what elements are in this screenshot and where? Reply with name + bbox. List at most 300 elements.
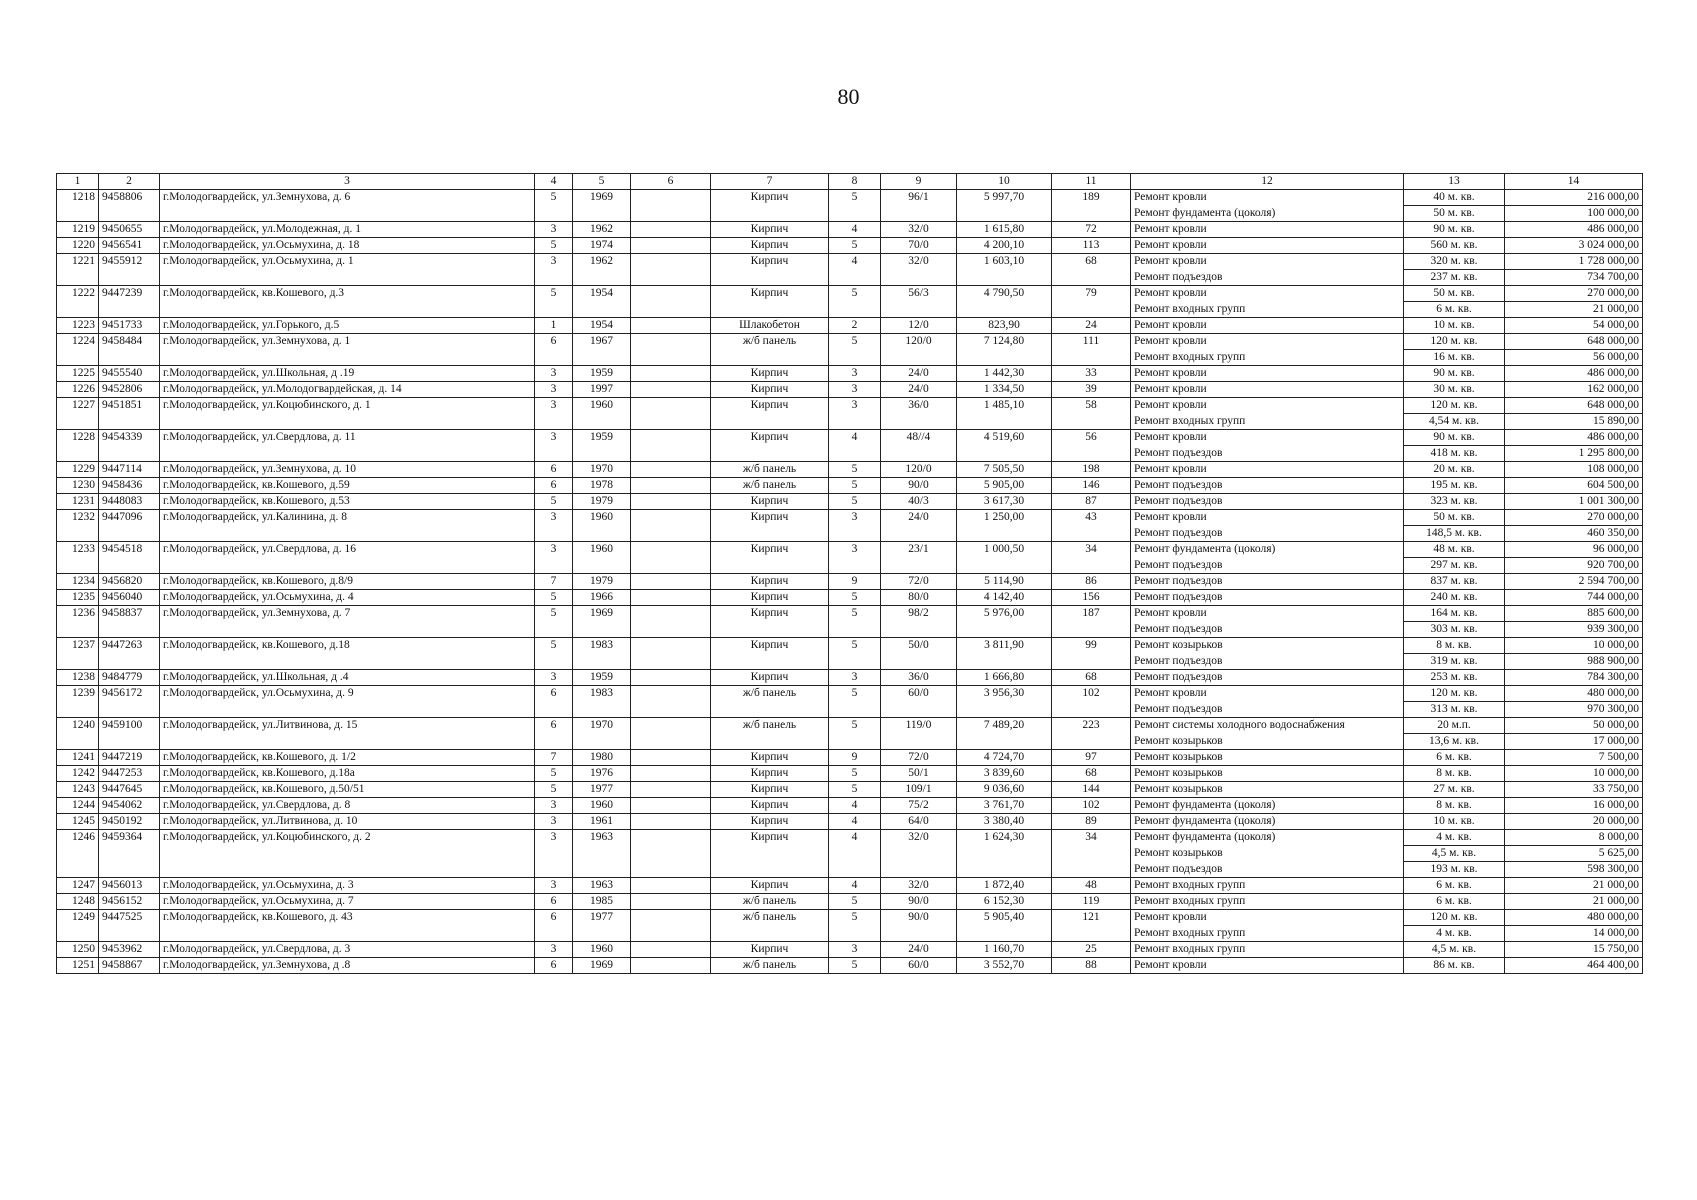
column-11: 113 (1052, 238, 1131, 254)
floors-count: 3 (535, 814, 573, 830)
wall-material: Кирпич (711, 238, 829, 254)
column-9: 90/0 (881, 894, 957, 910)
table-row (57, 462, 1643, 478)
building-address: г.Молодогвардейск, ул.Горького, д.5 (160, 318, 535, 334)
building-address: г.Молодогвардейск, ул.Земнухова, д. 7 (160, 606, 535, 638)
column-6 (631, 494, 711, 510)
column-9: 36/0 (881, 670, 957, 686)
total-area: 823,90 (957, 318, 1052, 334)
build-year: 1970 (573, 462, 631, 478)
building-address: г.Молодогвардейск, ул.Свердлова, д. 3 (160, 942, 535, 958)
work-cost: 162 000,00 (1505, 382, 1643, 398)
work-cost: 604 500,00 (1505, 478, 1643, 494)
column-11: 198 (1052, 462, 1131, 478)
work-cost: 8 000,00 (1505, 830, 1643, 846)
column-11: 34 (1052, 542, 1131, 574)
row-number: 1240 (57, 718, 99, 750)
table-row (57, 510, 1643, 526)
building-code: 9454339 (99, 430, 160, 462)
work-cost: 464 400,00 (1505, 958, 1643, 974)
column-9: 109/1 (881, 782, 957, 798)
total-area: 1 160,70 (957, 942, 1052, 958)
build-year: 1976 (573, 766, 631, 782)
row-number: 1245 (57, 814, 99, 830)
work-cost: 21 000,00 (1505, 894, 1643, 910)
work-cost: 16 000,00 (1505, 798, 1643, 814)
floors-count: 5 (535, 782, 573, 798)
total-area: 5 997,70 (957, 190, 1052, 222)
building-address: г.Молодогвардейск, ул.Литвинова, д. 15 (160, 718, 535, 750)
column-8: 3 (829, 670, 881, 686)
work-volume: 148,5 м. кв. (1404, 526, 1505, 542)
work-volume: 90 м. кв. (1404, 366, 1505, 382)
column-8: 5 (829, 718, 881, 750)
column-6 (631, 686, 711, 718)
work-name: Ремонт козырьков (1131, 734, 1404, 750)
work-volume: 120 м. кв. (1404, 334, 1505, 350)
work-cost: 54 000,00 (1505, 318, 1643, 334)
column-11: 88 (1052, 958, 1131, 974)
wall-material: Кирпич (711, 942, 829, 958)
column-6 (631, 398, 711, 430)
column-8: 3 (829, 366, 881, 382)
col-header: 6 (631, 174, 711, 190)
building-address: г.Молодогвардейск, ул.Свердлова, д. 11 (160, 430, 535, 462)
wall-material: Кирпич (711, 574, 829, 590)
column-6 (631, 542, 711, 574)
floors-count: 6 (535, 686, 573, 718)
building-address: г.Молодогвардейск, ул.Школьная, д .19 (160, 366, 535, 382)
work-cost: 734 700,00 (1505, 270, 1643, 286)
build-year: 1962 (573, 222, 631, 238)
building-code: 9458867 (99, 958, 160, 974)
table-row (57, 670, 1643, 686)
col-header: 8 (829, 174, 881, 190)
work-volume: 10 м. кв. (1404, 318, 1505, 334)
column-8: 5 (829, 606, 881, 638)
work-volume: 8 м. кв. (1404, 766, 1505, 782)
work-cost: 598 300,00 (1505, 862, 1643, 878)
wall-material: Кирпич (711, 606, 829, 638)
column-11: 102 (1052, 798, 1131, 814)
wall-material: Кирпич (711, 878, 829, 894)
building-code: 9458484 (99, 334, 160, 366)
table-row (57, 398, 1643, 414)
table-row (57, 798, 1643, 814)
build-year: 1969 (573, 190, 631, 222)
build-year: 1969 (573, 606, 631, 638)
work-name: Ремонт козырьков (1131, 638, 1404, 654)
building-code: 9447114 (99, 462, 160, 478)
build-year: 1979 (573, 494, 631, 510)
col-header: 9 (881, 174, 957, 190)
column-11: 156 (1052, 590, 1131, 606)
build-year: 1977 (573, 782, 631, 798)
floors-count: 5 (535, 766, 573, 782)
building-address: г.Молодогвардейск, кв.Кошевого, д. 1/2 (160, 750, 535, 766)
work-name: Ремонт фундамента (цоколя) (1131, 830, 1404, 846)
row-number: 1242 (57, 766, 99, 782)
column-8: 9 (829, 574, 881, 590)
total-area: 5 976,00 (957, 606, 1052, 638)
total-area: 3 811,90 (957, 638, 1052, 670)
wall-material: ж/б панель (711, 478, 829, 494)
building-code: 9455540 (99, 366, 160, 382)
floors-count: 6 (535, 478, 573, 494)
total-area: 3 552,70 (957, 958, 1052, 974)
row-number: 1248 (57, 894, 99, 910)
total-area: 1 000,50 (957, 542, 1052, 574)
row-number: 1244 (57, 798, 99, 814)
build-year: 1963 (573, 830, 631, 878)
table-row (57, 606, 1643, 622)
wall-material: Кирпич (711, 638, 829, 670)
work-name: Ремонт подъездов (1131, 494, 1404, 510)
work-cost: 14 000,00 (1505, 926, 1643, 942)
work-cost: 216 000,00 (1505, 190, 1643, 206)
total-area: 5 114,90 (957, 574, 1052, 590)
work-volume: 50 м. кв. (1404, 510, 1505, 526)
work-cost: 480 000,00 (1505, 910, 1643, 926)
column-9: 90/0 (881, 478, 957, 494)
building-code: 9453962 (99, 942, 160, 958)
work-cost: 486 000,00 (1505, 366, 1643, 382)
work-name: Ремонт фундамента (цоколя) (1131, 542, 1404, 558)
column-11: 144 (1052, 782, 1131, 798)
column-8: 4 (829, 814, 881, 830)
building-code: 9456172 (99, 686, 160, 718)
work-volume: 193 м. кв. (1404, 862, 1505, 878)
work-name: Ремонт подъездов (1131, 862, 1404, 878)
work-cost: 1 728 000,00 (1505, 254, 1643, 270)
column-9: 96/1 (881, 190, 957, 222)
work-name: Ремонт козырьков (1131, 782, 1404, 798)
work-cost: 988 900,00 (1505, 654, 1643, 670)
work-name: Ремонт козырьков (1131, 846, 1404, 862)
work-cost: 970 300,00 (1505, 702, 1643, 718)
column-11: 189 (1052, 190, 1131, 222)
column-9: 32/0 (881, 830, 957, 878)
work-name: Ремонт подъездов (1131, 590, 1404, 606)
work-volume: 50 м. кв. (1404, 286, 1505, 302)
table-row (57, 750, 1643, 766)
table-row (57, 830, 1643, 846)
wall-material: ж/б панель (711, 718, 829, 750)
row-number: 1224 (57, 334, 99, 366)
column-6 (631, 462, 711, 478)
table-row (57, 430, 1643, 446)
building-code: 9458837 (99, 606, 160, 638)
building-address: г.Молодогвардейск, ул.Осьмухина, д. 18 (160, 238, 535, 254)
row-number: 1226 (57, 382, 99, 398)
column-9: 80/0 (881, 590, 957, 606)
work-volume: 30 м. кв. (1404, 382, 1505, 398)
work-volume: 4,5 м. кв. (1404, 846, 1505, 862)
column-9: 24/0 (881, 942, 957, 958)
work-volume: 120 м. кв. (1404, 686, 1505, 702)
work-name: Ремонт подъездов (1131, 702, 1404, 718)
row-number: 1221 (57, 254, 99, 286)
total-area: 3 761,70 (957, 798, 1052, 814)
wall-material: ж/б панель (711, 910, 829, 942)
work-volume: 297 м. кв. (1404, 558, 1505, 574)
build-year: 1974 (573, 238, 631, 254)
column-11: 58 (1052, 398, 1131, 430)
floors-count: 3 (535, 510, 573, 542)
building-address: г.Молодогвардейск, кв.Кошевого, д. 43 (160, 910, 535, 942)
work-volume: 90 м. кв. (1404, 222, 1505, 238)
column-6 (631, 222, 711, 238)
total-area: 3 380,40 (957, 814, 1052, 830)
column-9: 98/2 (881, 606, 957, 638)
building-address: г.Молодогвардейск, кв.Кошевого, д.3 (160, 286, 535, 318)
work-cost: 108 000,00 (1505, 462, 1643, 478)
total-area: 4 790,50 (957, 286, 1052, 318)
column-11: 146 (1052, 478, 1131, 494)
total-area: 1 624,30 (957, 830, 1052, 878)
row-number: 1246 (57, 830, 99, 878)
wall-material: Кирпич (711, 542, 829, 574)
column-9: 36/0 (881, 398, 957, 430)
work-cost: 7 500,00 (1505, 750, 1643, 766)
column-8: 5 (829, 910, 881, 942)
column-11: 34 (1052, 830, 1131, 878)
row-number: 1229 (57, 462, 99, 478)
building-code: 9458806 (99, 190, 160, 222)
floors-count: 6 (535, 894, 573, 910)
wall-material: Кирпич (711, 254, 829, 286)
work-cost: 270 000,00 (1505, 510, 1643, 526)
work-cost: 17 000,00 (1505, 734, 1643, 750)
column-9: 23/1 (881, 542, 957, 574)
column-8: 3 (829, 510, 881, 542)
table-row (57, 686, 1643, 702)
row-number: 1222 (57, 286, 99, 318)
table-row (57, 542, 1643, 558)
column-11: 72 (1052, 222, 1131, 238)
work-cost: 21 000,00 (1505, 302, 1643, 318)
row-number: 1238 (57, 670, 99, 686)
col-header: 2 (99, 174, 160, 190)
work-name: Ремонт кровли (1131, 398, 1404, 414)
wall-material: Кирпич (711, 190, 829, 222)
work-name: Ремонт фундамента (цоколя) (1131, 814, 1404, 830)
column-9: 40/3 (881, 494, 957, 510)
work-volume: 313 м. кв. (1404, 702, 1505, 718)
work-name: Ремонт кровли (1131, 190, 1404, 206)
column-11: 79 (1052, 286, 1131, 318)
floors-count: 6 (535, 958, 573, 974)
work-cost: 460 350,00 (1505, 526, 1643, 542)
column-6 (631, 830, 711, 878)
work-name: Ремонт козырьков (1131, 766, 1404, 782)
column-8: 5 (829, 238, 881, 254)
column-8: 4 (829, 430, 881, 462)
column-11: 223 (1052, 718, 1131, 750)
build-year: 1960 (573, 798, 631, 814)
work-name: Ремонт подъездов (1131, 478, 1404, 494)
building-code: 9456013 (99, 878, 160, 894)
column-8: 5 (829, 686, 881, 718)
table-row (57, 254, 1643, 270)
building-address: г.Молодогвардейск, ул.Калинина, д. 8 (160, 510, 535, 542)
floors-count: 3 (535, 542, 573, 574)
building-address: г.Молодогвардейск, ул.Земнухова, д. 10 (160, 462, 535, 478)
work-volume: 13,6 м. кв. (1404, 734, 1505, 750)
column-9: 24/0 (881, 382, 957, 398)
total-area: 4 142,40 (957, 590, 1052, 606)
column-8: 5 (829, 894, 881, 910)
build-year: 1967 (573, 334, 631, 366)
work-name: Ремонт подъездов (1131, 654, 1404, 670)
work-volume: 4,5 м. кв. (1404, 942, 1505, 958)
total-area: 1 603,10 (957, 254, 1052, 286)
build-year: 1960 (573, 542, 631, 574)
wall-material: Кирпич (711, 782, 829, 798)
building-code: 9458436 (99, 478, 160, 494)
registry-body (57, 190, 1643, 974)
total-area: 5 905,00 (957, 478, 1052, 494)
column-9: 60/0 (881, 686, 957, 718)
total-area: 4 200,10 (957, 238, 1052, 254)
building-code: 9452806 (99, 382, 160, 398)
build-year: 1983 (573, 638, 631, 670)
row-number: 1228 (57, 430, 99, 462)
work-name: Ремонт кровли (1131, 286, 1404, 302)
column-6 (631, 718, 711, 750)
build-year: 1970 (573, 718, 631, 750)
work-volume: 4 м. кв. (1404, 830, 1505, 846)
floors-count: 5 (535, 590, 573, 606)
table-row (57, 478, 1643, 494)
wall-material: Кирпич (711, 286, 829, 318)
column-11: 97 (1052, 750, 1131, 766)
work-volume: 240 м. кв. (1404, 590, 1505, 606)
column-9: 70/0 (881, 238, 957, 254)
work-cost: 15 890,00 (1505, 414, 1643, 430)
work-volume: 90 м. кв. (1404, 430, 1505, 446)
work-cost: 939 300,00 (1505, 622, 1643, 638)
building-code: 9454518 (99, 542, 160, 574)
work-name: Ремонт подъездов (1131, 574, 1404, 590)
floors-count: 6 (535, 910, 573, 942)
building-address: г.Молодогвардейск, ул.Коцюбинского, д. 1 (160, 398, 535, 430)
column-11: 43 (1052, 510, 1131, 542)
building-code: 9447253 (99, 766, 160, 782)
work-cost: 2 594 700,00 (1505, 574, 1643, 590)
column-11: 68 (1052, 254, 1131, 286)
build-year: 1959 (573, 670, 631, 686)
row-number: 1243 (57, 782, 99, 798)
column-8: 5 (829, 478, 881, 494)
work-name: Ремонт кровли (1131, 334, 1404, 350)
col-header: 13 (1404, 174, 1505, 190)
building-code: 9484779 (99, 670, 160, 686)
build-year: 1979 (573, 574, 631, 590)
row-number: 1230 (57, 478, 99, 494)
row-number: 1250 (57, 942, 99, 958)
work-name: Ремонт подъездов (1131, 670, 1404, 686)
total-area: 6 152,30 (957, 894, 1052, 910)
column-8: 3 (829, 382, 881, 398)
building-code: 9456541 (99, 238, 160, 254)
work-volume: 120 м. кв. (1404, 398, 1505, 414)
column-11: 187 (1052, 606, 1131, 638)
work-cost: 486 000,00 (1505, 430, 1643, 446)
column-11: 24 (1052, 318, 1131, 334)
build-year: 1960 (573, 942, 631, 958)
col-header: 5 (573, 174, 631, 190)
work-cost: 480 000,00 (1505, 686, 1643, 702)
column-9: 64/0 (881, 814, 957, 830)
column-9: 60/0 (881, 958, 957, 974)
total-area: 1 250,00 (957, 510, 1052, 542)
work-volume: 837 м. кв. (1404, 574, 1505, 590)
total-area: 1 872,40 (957, 878, 1052, 894)
building-address: г.Молодогвардейск, ул.Осьмухина, д. 1 (160, 254, 535, 286)
col-header: 10 (957, 174, 1052, 190)
floors-count: 3 (535, 222, 573, 238)
column-6 (631, 590, 711, 606)
building-address: г.Молодогвардейск, ул.Коцюбинского, д. 2 (160, 830, 535, 878)
build-year: 1961 (573, 814, 631, 830)
work-cost: 56 000,00 (1505, 350, 1643, 366)
work-name: Ремонт кровли (1131, 366, 1404, 382)
wall-material: Кирпич (711, 670, 829, 686)
work-name: Ремонт кровли (1131, 958, 1404, 974)
work-cost: 744 000,00 (1505, 590, 1643, 606)
col-header: 3 (160, 174, 535, 190)
column-9: 72/0 (881, 750, 957, 766)
column-8: 4 (829, 254, 881, 286)
work-volume: 8 м. кв. (1404, 638, 1505, 654)
wall-material: Кирпич (711, 798, 829, 814)
column-9: 50/0 (881, 638, 957, 670)
work-name: Ремонт фундамента (цоколя) (1131, 798, 1404, 814)
floors-count: 3 (535, 942, 573, 958)
work-name: Ремонт кровли (1131, 606, 1404, 622)
column-6 (631, 958, 711, 974)
table-row (57, 494, 1643, 510)
build-year: 1966 (573, 590, 631, 606)
floors-count: 5 (535, 190, 573, 222)
work-name: Ремонт входных групп (1131, 878, 1404, 894)
row-number: 1237 (57, 638, 99, 670)
column-11: 99 (1052, 638, 1131, 670)
total-area: 1 615,80 (957, 222, 1052, 238)
total-area: 7 124,80 (957, 334, 1052, 366)
building-address: г.Молодогвардейск, ул.Литвинова, д. 10 (160, 814, 535, 830)
table-row (57, 766, 1643, 782)
work-volume: 50 м. кв. (1404, 206, 1505, 222)
wall-material: ж/б панель (711, 462, 829, 478)
column-6 (631, 382, 711, 398)
floors-count: 7 (535, 574, 573, 590)
building-address: г.Молодогвардейск, кв.Кошевого, д.8/9 (160, 574, 535, 590)
column-9: 72/0 (881, 574, 957, 590)
work-cost: 10 000,00 (1505, 638, 1643, 654)
row-number: 1251 (57, 958, 99, 974)
row-number: 1225 (57, 366, 99, 382)
work-name: Ремонт входных групп (1131, 302, 1404, 318)
work-name: Ремонт системы холодного водоснабжения (1131, 718, 1404, 734)
row-number: 1231 (57, 494, 99, 510)
work-name: Ремонт подъездов (1131, 558, 1404, 574)
column-11: 25 (1052, 942, 1131, 958)
work-volume: 27 м. кв. (1404, 782, 1505, 798)
wall-material: Кирпич (711, 814, 829, 830)
floors-count: 3 (535, 798, 573, 814)
